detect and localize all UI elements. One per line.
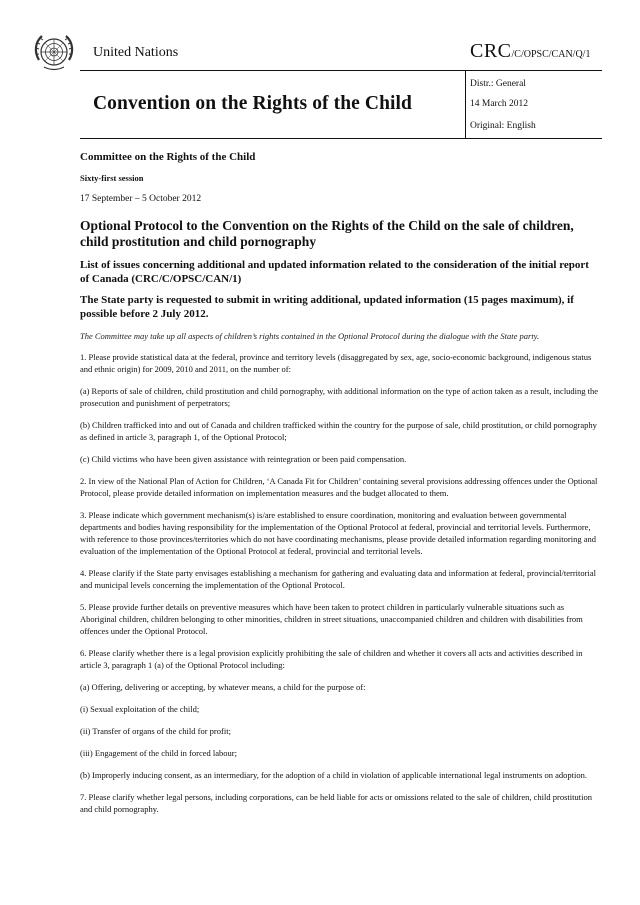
original-language: Original: English <box>470 121 536 131</box>
paragraph: 3. Please indicate which government mechanism(s) is/are established to ensure coordination, monitoring and evaluation between governmental departments and bodies having responsibility for the implementation of the Optional Protocol at federal, provincial and territorial levels. Furthermore, with reference to those provinces/territories which do not have coordinating mechanisms, please provide detailed information regarding monitoring and evaluation of the implementation of the Optional Protocol at federal, provincial and territorial levels. <box>80 510 596 556</box>
paragraph: 5. Please provide further details on preventive measures which have been taken to protect children in particularly vulnerable situations such as Aboriginal children, children belonging to other minorities, children in street situations, unaccompanied children and children with disabilities from offences under the Optional Protocol. <box>80 602 583 636</box>
paragraph: (iii) Engagement of the child in forced labour; <box>80 748 237 758</box>
list-of-issues-title: List of issues concerning additional and updated information related to the consideration of the initial report of Canada (CRC/C/OPSC/CAN/1) <box>80 259 589 285</box>
distribution-label: Distr.: General <box>470 79 526 89</box>
paragraph: 6. Please clarify whether there is a legal provision explicitly prohibiting the sale of children and whether it covers all acts and activities described in article 3, paragraph 1 (a) of the Optional Protocol including: <box>80 648 583 670</box>
header-divider <box>465 70 467 138</box>
document-body <box>80 151 600 825</box>
paragraph: (a) Reports of sale of children, child prostitution and child pornography, with additional information on the type of action taken as a result, including the prosecution and punishment of perpetrators; <box>80 386 599 408</box>
header-top-rule <box>80 70 602 71</box>
protocol-title: Optional Protocol to the Convention on the Rights of the Child on the sale of children, child prostitution and child pornography <box>80 218 574 249</box>
session-label: Sixty-first session <box>80 173 144 183</box>
paragraph: (a) Offering, delivering or accepting, by whatever means, a child for the purpose of: <box>80 682 366 692</box>
un-emblem-icon <box>31 30 77 76</box>
paragraph: 2. In view of the National Plan of Action for Children, ‘A Canada Fit for Children’ containing several provisions addressing offences under the Optional Protocol, please provide detailed information on implementation measures and the budget allocated to them. <box>80 476 598 498</box>
organization-name: United Nations <box>93 45 179 60</box>
paragraph: (i) Sexual exploitation of the child; <box>80 704 200 714</box>
symbol-main: CRC <box>470 40 512 62</box>
paragraph: 1. Please provide statistical data at the federal, province and territory levels (disaggregated by sex, age, socio-economic background, indigenous status and ethnic origin) for 2009, 2010 and 2011, on the number of: <box>80 352 592 374</box>
paragraph: (ii) Transfer of organs of the child for profit; <box>80 726 231 736</box>
header-bottom-rule <box>80 138 602 139</box>
paragraph: 4. Please clarify if the State party envisages establishing a mechanism for gathering and evaluating data and information at federal, provincial/territorial and municipal levels concerning the implementation of the Optional Protocol. <box>80 568 596 590</box>
committee-name: Committee on the Rights of the Child <box>80 151 256 163</box>
document-title: Convention on the Rights of the Child <box>93 93 412 114</box>
paragraph: (b) Improperly inducing consent, as an intermediary, for the adoption of a child in violation of applicable international legal instruments on adoption. <box>80 770 587 780</box>
paragraph: 7. Please clarify whether legal persons, including corporations, can be held liable for acts or omissions related to the sale of children, child prostitution and child pornography. <box>80 792 592 814</box>
submission-request: The State party is requested to submit in writing additional, updated information (15 pages maximum), if possible before 2 July 2012. <box>80 294 574 320</box>
symbol-rest: /C/OPSC/CAN/Q/1 <box>511 49 591 60</box>
document-date: 14 March 2012 <box>470 99 529 109</box>
document-symbol <box>470 40 590 63</box>
paragraph: (c) Child victims who have been given assistance with reintegration or been paid compensation. <box>80 454 407 464</box>
session-dates: 17 September – 5 October 2012 <box>80 194 202 204</box>
intro-note: The Committee may take up all aspects of children’s rights contained in the Optional Protocol during the dialogue with the State party. <box>80 331 540 341</box>
paragraph: (b) Children trafficked into and out of Canada and children trafficked within the country for the purpose of sale, child prostitution, or child pornography as defined in article 3, paragraph 1, of the Optional Protocol; <box>80 420 597 442</box>
